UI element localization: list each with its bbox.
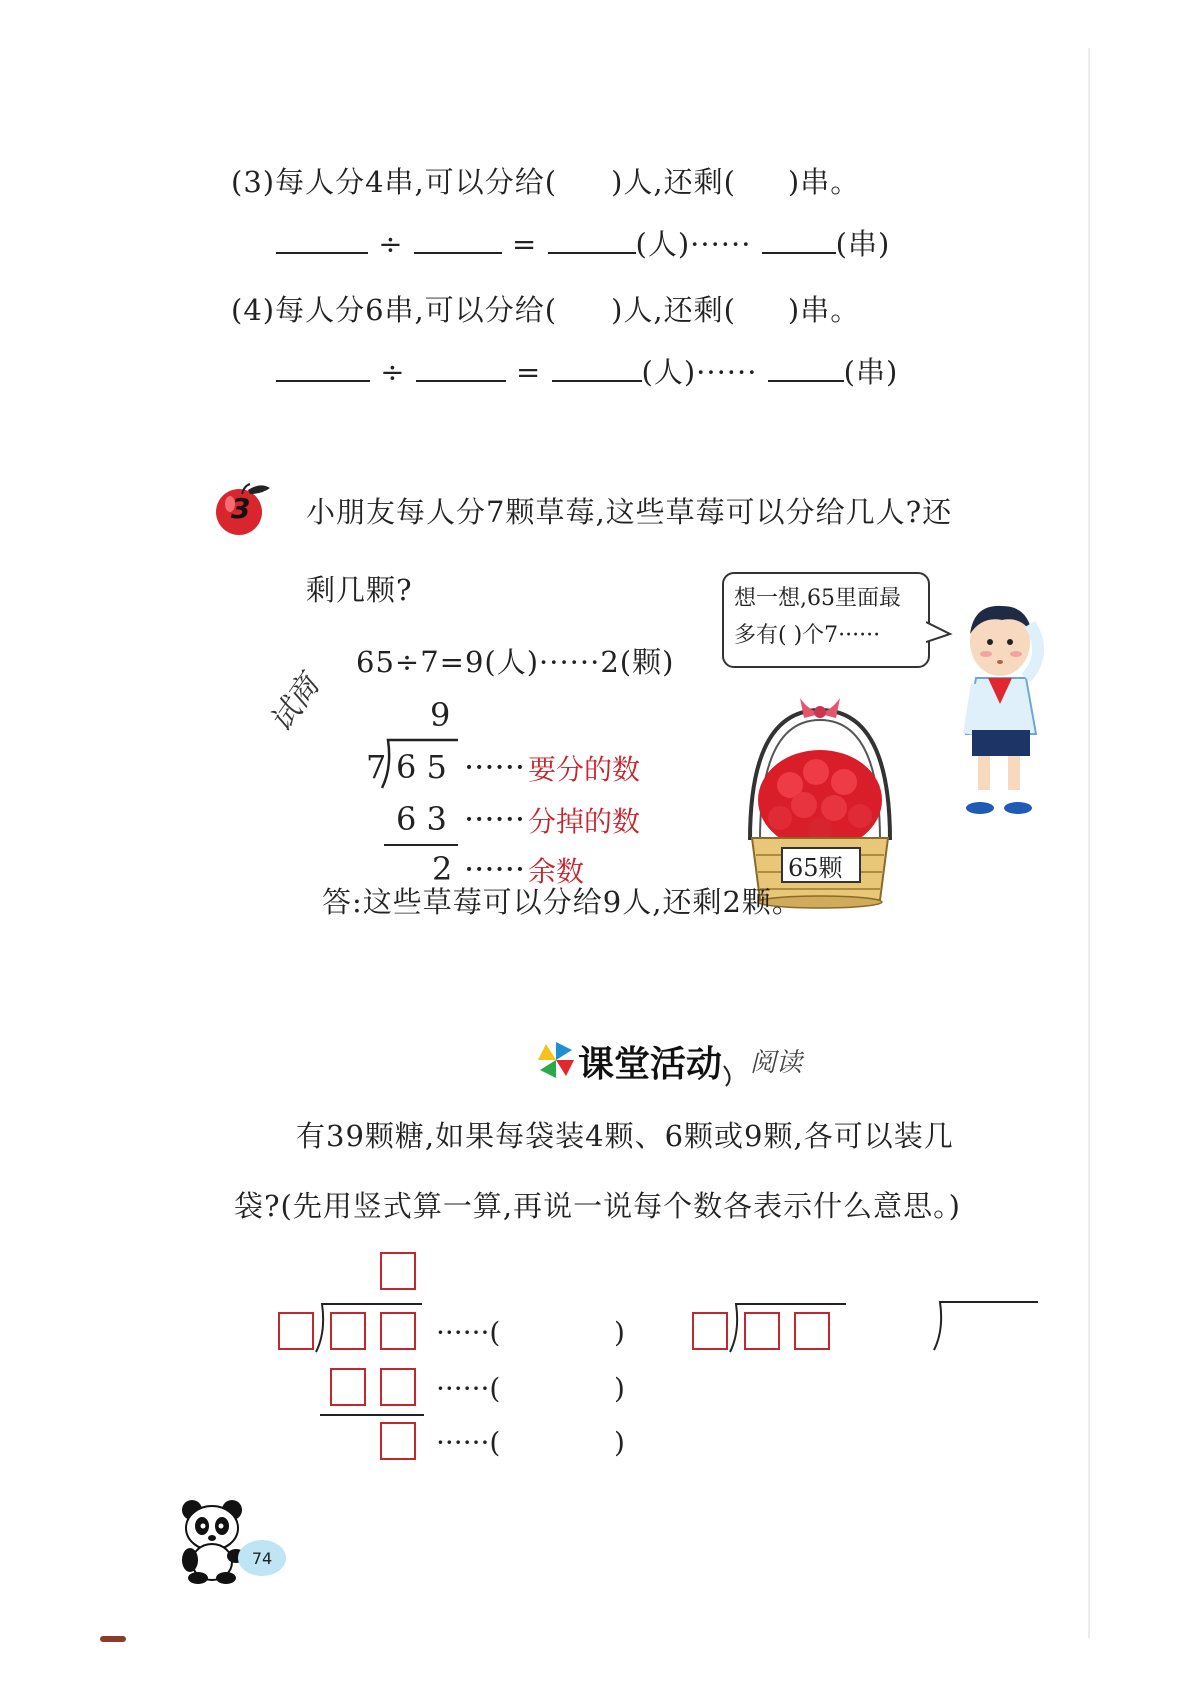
basket-label: 65颗 xyxy=(788,854,843,882)
q4-text-b: )人,还剩( xyxy=(611,293,736,327)
blank-quotient-3[interactable] xyxy=(548,228,636,254)
ld-quotient: 9 xyxy=(430,696,451,734)
thought-bubble xyxy=(722,572,930,668)
q3-text-a: (3)每人分4串,可以分给( xyxy=(231,165,558,199)
q4-text-c: )串。 xyxy=(787,293,861,327)
ld-rule xyxy=(384,844,458,846)
question-3 xyxy=(231,160,860,201)
blank-remainder-4[interactable] xyxy=(768,356,844,382)
equation-3 xyxy=(276,222,890,263)
division-bracket-3 xyxy=(932,1300,1042,1354)
page-corner-mark xyxy=(100,1636,126,1642)
example-question-line2: 剩几颗? xyxy=(306,573,413,607)
ld-label-remainder: 余数 xyxy=(528,855,585,888)
answer-box-quotient[interactable] xyxy=(380,1252,416,1290)
answer-box-dividend-tens[interactable] xyxy=(744,1312,780,1350)
activity-text-line2: 袋?(先用竖式算一算,再说一说每个数各表示什么意思。) xyxy=(234,1189,961,1223)
panda-icon xyxy=(176,1498,250,1584)
division-template-2 xyxy=(690,1300,870,1360)
blank-dividend-4[interactable] xyxy=(276,356,370,382)
equals-sign: = xyxy=(511,227,538,261)
blank-remainder-3[interactable] xyxy=(762,228,836,254)
answer-box-divisor[interactable] xyxy=(278,1312,314,1350)
divide-sign: ÷ xyxy=(380,355,406,389)
q4-text-a: (4)每人分6串,可以分给( xyxy=(231,293,558,327)
q3-text-c: )串。 xyxy=(787,165,861,199)
blank-divisor-4[interactable] xyxy=(416,356,506,382)
division-rule xyxy=(320,1414,424,1416)
answer-box-product-tens[interactable] xyxy=(330,1368,366,1406)
blank-divisor-3[interactable] xyxy=(414,228,502,254)
close-paren: ) xyxy=(614,1426,625,1459)
answer-box-product-ones[interactable] xyxy=(380,1368,416,1406)
ld-label-product: 分掉的数 xyxy=(528,805,641,838)
divide-sign: ÷ xyxy=(378,227,404,261)
example-number-badge xyxy=(214,482,266,534)
answer-box-dividend-tens[interactable] xyxy=(330,1312,366,1350)
page-number: 74 xyxy=(251,1548,273,1568)
ld-dividend: 6 5 xyxy=(396,748,447,786)
boy-illustration xyxy=(946,594,1066,834)
bubble-line2: 多有( )个7······ xyxy=(734,623,881,649)
example-equation: 65÷7=9(人)······2(颗) xyxy=(356,645,675,679)
activity-title: 课堂活动 xyxy=(578,1044,723,1085)
handwritten-note-trial-quotient: 试商 xyxy=(263,669,327,739)
blank-dividend-3[interactable] xyxy=(276,228,368,254)
close-paren: ) xyxy=(614,1316,625,1349)
ld-remainder: 2 xyxy=(432,850,453,888)
handwritten-note-read: 阅读 xyxy=(750,1048,803,1078)
dots-paren: ······( xyxy=(436,1372,501,1405)
title-underline-swoosh xyxy=(722,1064,738,1088)
example-answer: 答:这些草莓可以分给9人,还剩2颗。 xyxy=(322,885,802,919)
bubble-line1: 想一想,65里面最 xyxy=(734,586,901,611)
answer-box-remainder[interactable] xyxy=(380,1422,416,1460)
example-question-line1: 小朋友每人分7颗草莓,这些草莓可以分给几人?还 xyxy=(306,495,953,529)
page-edge-shadow xyxy=(1088,48,1090,1638)
activity-header xyxy=(536,1036,836,1086)
answer-box-dividend-ones[interactable] xyxy=(380,1312,416,1350)
answer-box-dividend-ones[interactable] xyxy=(794,1312,830,1350)
unit-people: (人)······ xyxy=(635,227,752,261)
blank-quotient-4[interactable] xyxy=(552,356,642,382)
dots-paren: ······( xyxy=(436,1316,501,1349)
pinwheel-icon xyxy=(536,1040,576,1080)
activity-text-line1: 有39颗糖,如果每袋装4颗、6颗或9颗,各可以装几 xyxy=(296,1119,954,1153)
dots-paren: ······( xyxy=(436,1426,501,1459)
equation-4 xyxy=(276,350,898,391)
equals-sign: = xyxy=(515,355,542,389)
unit-skewer: (串) xyxy=(835,227,891,261)
answer-box-divisor[interactable] xyxy=(692,1312,728,1350)
ld-label-dividend: 要分的数 xyxy=(528,753,641,786)
close-paren: ) xyxy=(614,1372,625,1405)
ld-dots: ······ xyxy=(464,800,526,838)
long-division xyxy=(360,696,680,896)
q3-text-b: )人,还剩( xyxy=(611,165,736,199)
ld-dots: ······ xyxy=(464,748,526,786)
division-template-1 xyxy=(270,1250,650,1480)
unit-skewer: (串) xyxy=(843,355,899,389)
unit-people: (人)······ xyxy=(641,355,758,389)
ld-product: 6 3 xyxy=(396,800,447,838)
ld-divisor: 7 xyxy=(366,748,387,786)
question-4 xyxy=(231,288,860,329)
page-number-badge xyxy=(238,1540,286,1576)
ld-dots: ······ xyxy=(464,850,526,888)
example-number: 3 xyxy=(231,492,251,525)
